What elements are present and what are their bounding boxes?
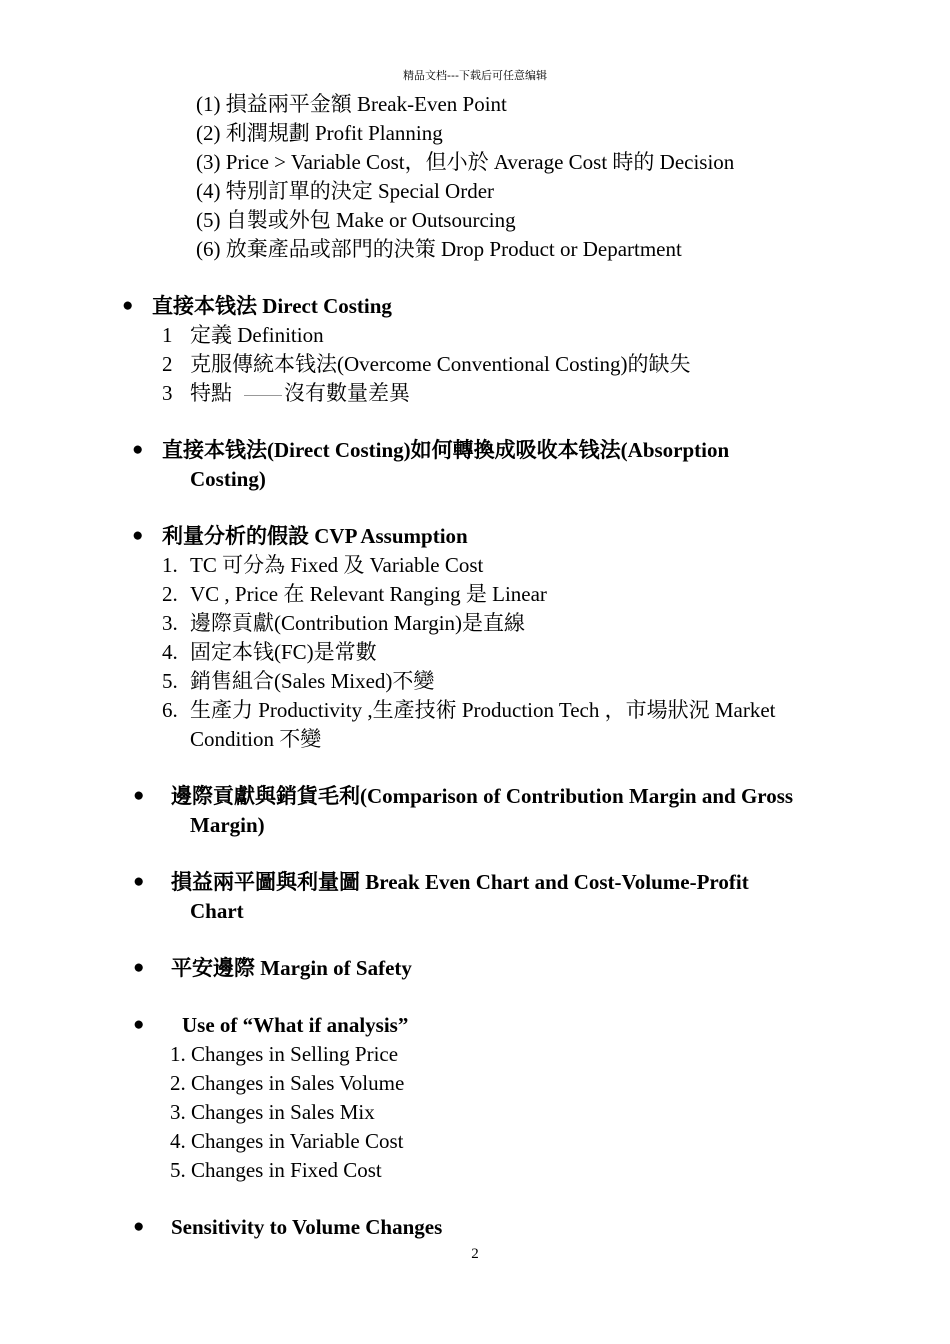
section-heading-charts-cont: Chart	[190, 899, 244, 923]
section-heading-cvp: 利量分析的假設 CVP Assumption	[162, 524, 468, 548]
section-heading-sensitivity: Sensitivity to Volume Changes	[171, 1215, 443, 1239]
section-heading-safety: 平安邊際 Margin of Safety	[171, 956, 412, 980]
bullet-icon: ●	[133, 871, 145, 892]
list-item: (6) 放棄產品或部門的決策 Drop Product or Department	[196, 237, 682, 261]
list-item-label: 特點	[190, 381, 232, 405]
list-item: 2. Changes in Sales Volume	[170, 1071, 405, 1095]
bullet-icon: ●	[133, 957, 145, 978]
page-header: 精品文档---下载后可任意编辑	[403, 69, 547, 82]
list-item: (5) 自製或外包 Make or Outsourcing	[196, 208, 516, 232]
list-item: 5. Changes in Fixed Cost	[170, 1158, 382, 1182]
list-number: 6.	[162, 698, 178, 722]
section-heading-what-if: Use of “What if analysis”	[182, 1013, 409, 1037]
list-item: 生產力 Productivity ,生產技術 Production Tech ，市場狀況 Market	[190, 698, 776, 722]
list-item: 銷售組合(Sales Mixed)不變	[190, 669, 435, 693]
list-item: (2) 利潤規劃 Profit Planning	[196, 121, 443, 145]
list-item: VC , Price 在 Relevant Ranging 是 Linear	[190, 582, 547, 606]
list-item-value: 沒有數量差異	[284, 381, 410, 405]
section-heading-direct-costing: 直接本钱法 Direct Costing	[152, 294, 392, 318]
list-item: 邊際貢獻(Contribution Margin)是直線	[190, 611, 526, 635]
section-heading-comparison: 邊際貢獻與銷貨毛利(Comparison of Contribution Margin and Gross	[171, 784, 794, 808]
list-item: 1. Changes in Selling Price	[170, 1042, 399, 1066]
list-item	[190, 380, 410, 406]
bullet-icon: ●	[132, 525, 144, 546]
bullet-icon: ●	[133, 1216, 145, 1237]
list-number: 3.	[162, 611, 178, 635]
section-heading-charts: 損益兩平圖與利量圖 Break Even Chart and Cost-Volume-Profit	[171, 870, 749, 894]
list-item: 克服傳統本钱法(Overcome Conventional Costing)的缺失	[190, 352, 691, 376]
list-item: 3. Changes in Sales Mix	[170, 1100, 375, 1124]
section-heading-conversion-cont: Costing)	[190, 467, 266, 491]
bullet-icon: ●	[122, 295, 134, 316]
list-item-cont: Condition 不變	[190, 727, 322, 751]
list-item: 4. Changes in Variable Cost	[170, 1129, 404, 1153]
list-item: 定義 Definition	[190, 323, 324, 347]
page-number: 2	[471, 1246, 479, 1262]
section-heading-comparison-cont: Margin)	[190, 813, 265, 837]
list-number: 2.	[162, 582, 178, 606]
list-number: 5.	[162, 669, 178, 693]
bullet-icon: ●	[132, 439, 144, 460]
bullet-icon: ●	[133, 785, 145, 806]
bullet-icon: ●	[133, 1014, 145, 1035]
list-number: 1.	[162, 553, 178, 577]
list-number: 2	[162, 352, 173, 376]
list-number: 3	[162, 381, 173, 405]
section-heading-conversion: 直接本钱法(Direct Costing)如何轉換成吸收本钱法(Absorption	[162, 438, 730, 462]
list-number: 1	[162, 323, 173, 347]
list-item: (3) Price > Variable Cost，但小於 Average Cost 時的 Decision	[196, 150, 735, 174]
list-item: (1) 損益兩平金額 Break-Even Point	[196, 92, 507, 116]
dash-divider	[244, 395, 282, 396]
list-item: (4) 特別訂單的決定 Special Order	[196, 179, 495, 203]
list-number: 4.	[162, 640, 178, 664]
list-item: 固定本钱(FC)是常數	[190, 640, 377, 664]
list-item: TC 可分為 Fixed 及 Variable Cost	[190, 553, 484, 577]
